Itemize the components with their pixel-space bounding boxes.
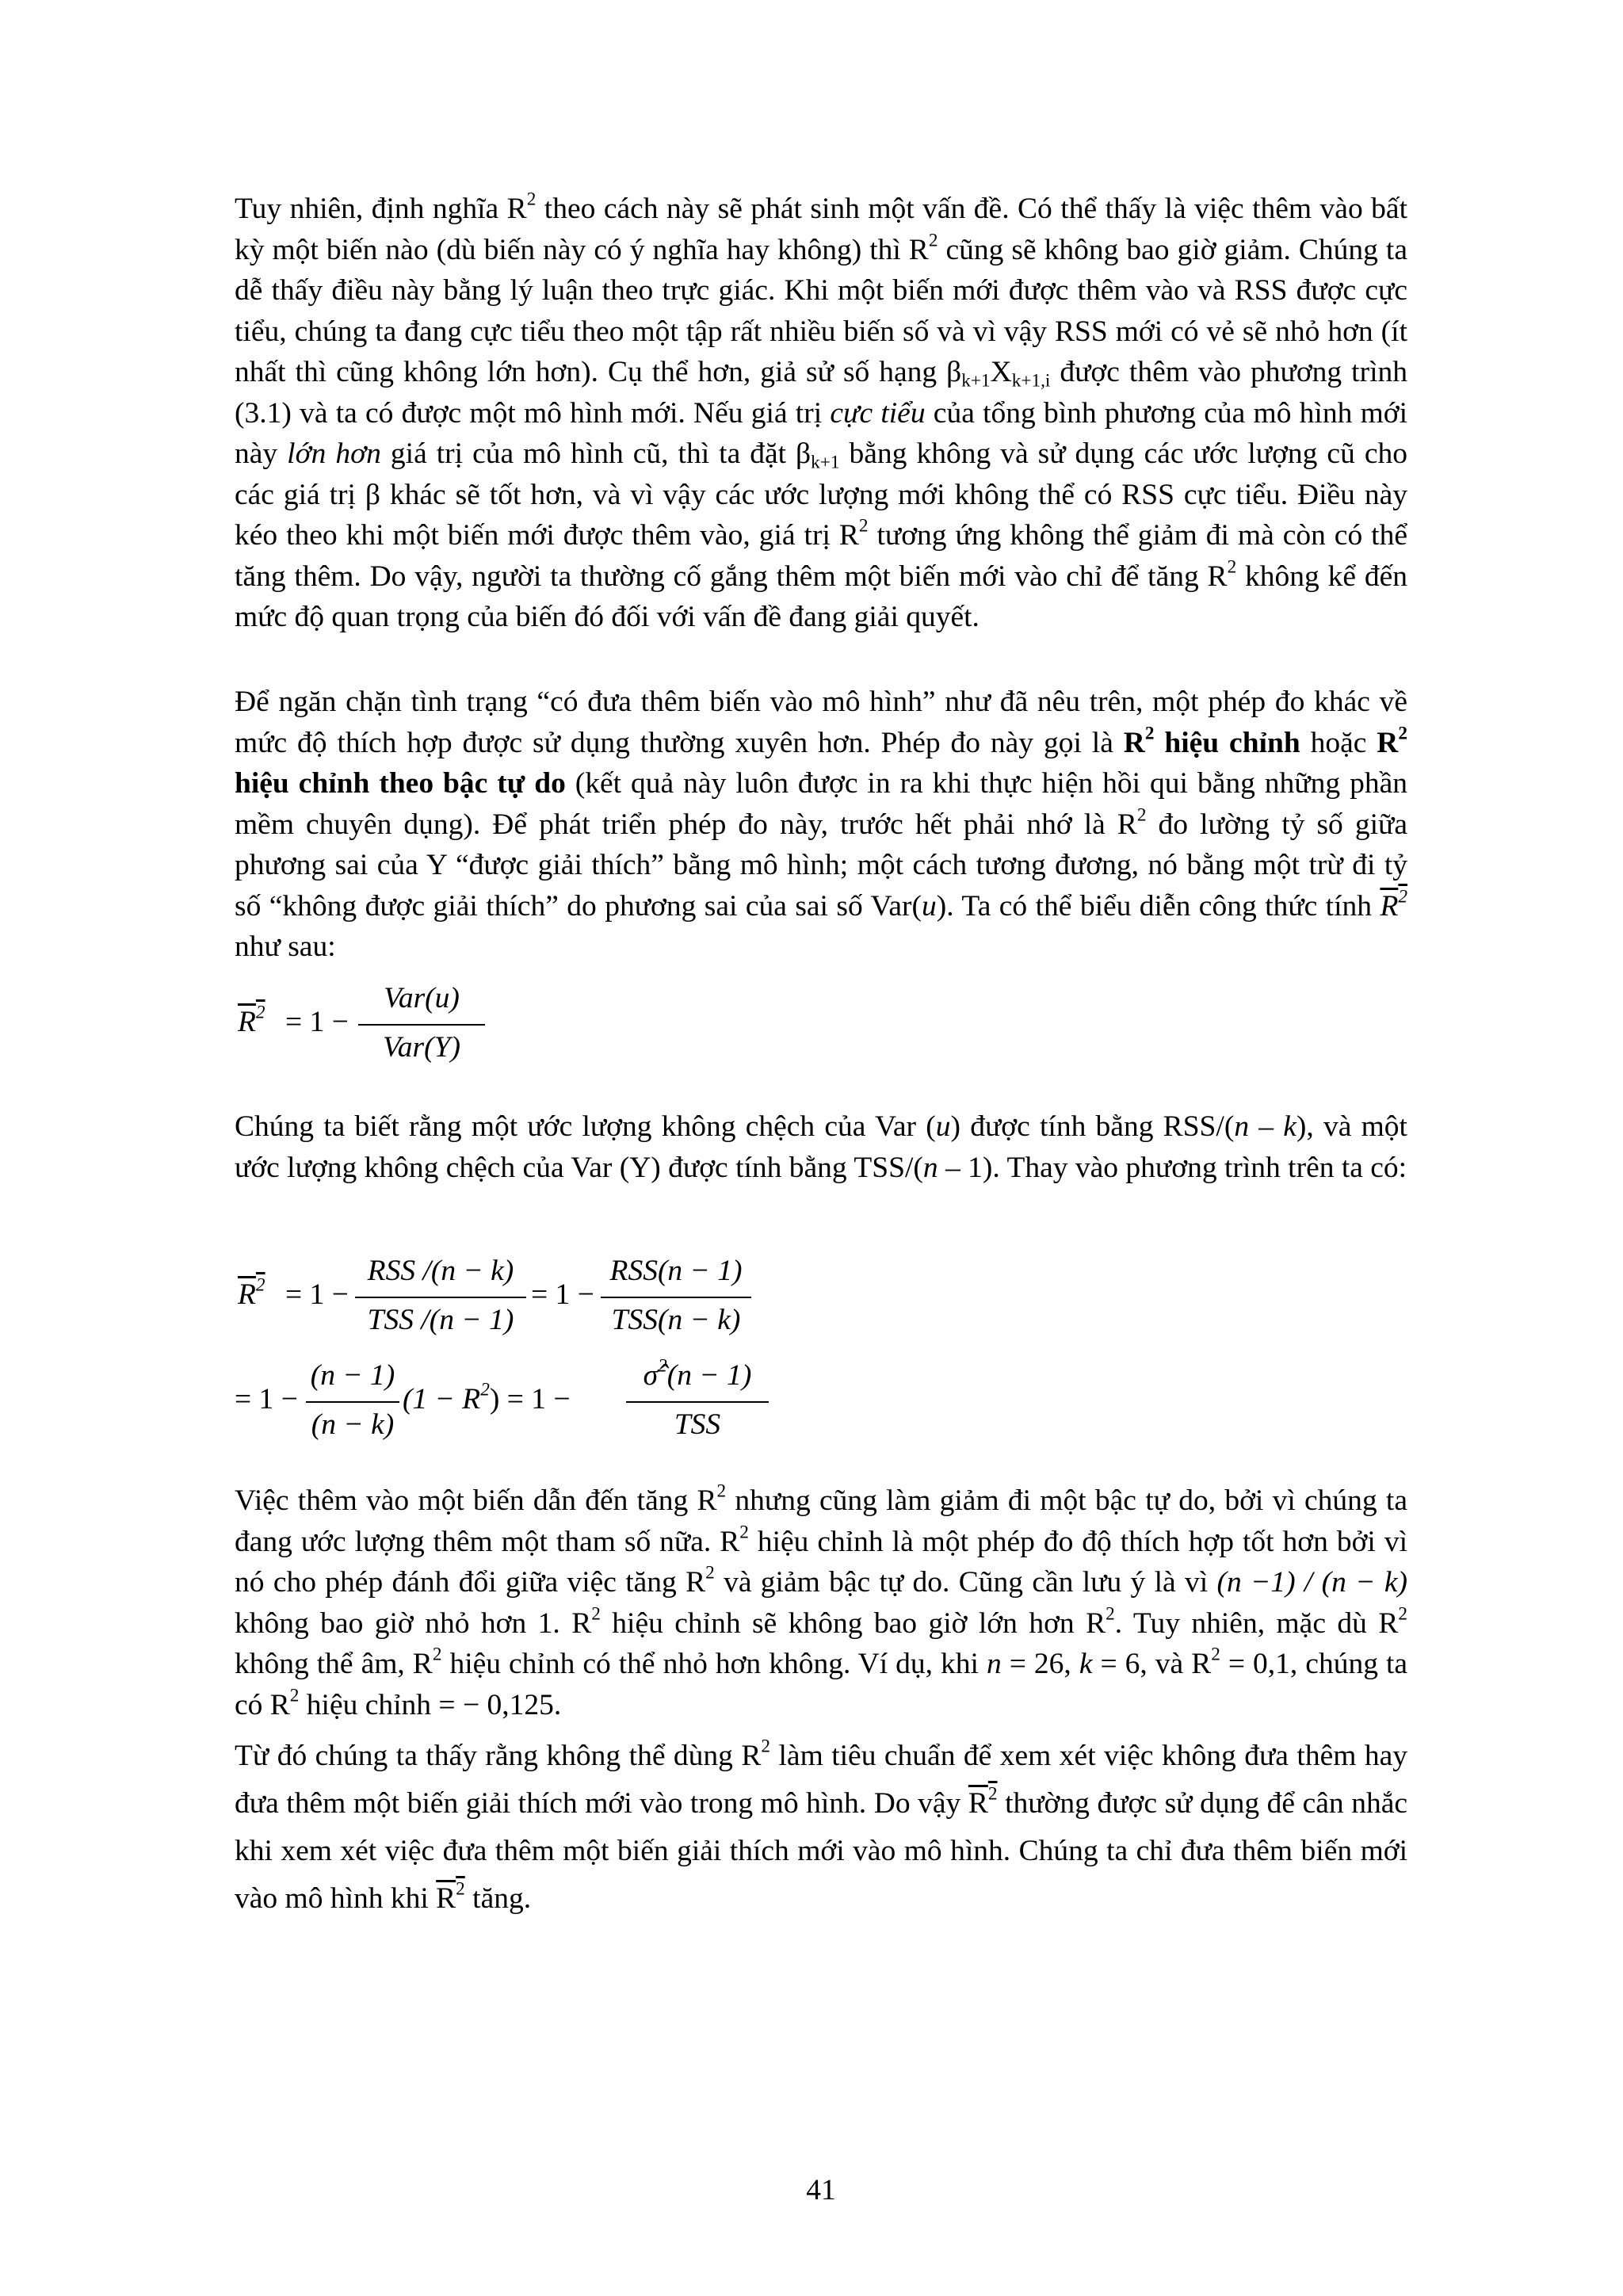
document-page	[235, 0, 1407, 2296]
r-bar-symbol: $R^2$	[436, 1878, 465, 1915]
eq1-equals: = 1 −	[285, 1006, 349, 1038]
eq2-denominator-2: TSS(n − k)	[611, 1304, 741, 1336]
equation-adjusted-r2	[235, 980, 552, 1075]
eq2-numerator-2: RSS(n − 1)	[609, 1255, 743, 1287]
eq2-denominator-1: TSS /(n − 1)	[367, 1304, 514, 1336]
paragraph-5: Từ đó chúng ta thấy rằng không thể dùng $R^2$ làm tiêu chuẩn để xem xét việc không đưa thêm hay đưa thêm một biến giải thích mới vào trong mô hình. Do vậy $R^2$ thường được sử dụng để cân nhắc khi xem xét việc đưa thêm một biến giải thích mới vào mô hình. Chúng ta chỉ đưa thêm biến mới vào mô hình khi $R^2$ tăng.	[235, 1736, 1408, 1915]
eq1-numerator: Var(u)	[384, 982, 460, 1014]
eq3-middle: $(1 - R^2) = 1$ −	[403, 1379, 571, 1415]
eq3-fraction-bar-1	[306, 1401, 399, 1403]
eq2-fraction-bar-1	[355, 1297, 526, 1298]
paragraph-4: Việc thêm vào một biến dẫn đến tăng $R^2$ nhưng cũng làm giảm đi một bậc tự do, bởi vì chúng ta đang ước lượng thêm một tham số nữa. $R^2$ hiệu chỉnh là một phép đo độ thích hợp tốt hơn bởi vì nó cho phép đánh đổi giữa việc tăng $R^2$ và giảm bậc tự do. Cũng cần lưu ý là vì (n −1) / (n − k) không bao giờ nhỏ hơn 1. $R^2$ hiệu chỉnh sẽ không bao giờ lớn hơn $R^2$. Tuy nhiên, mặc dù $R^2$ không thể âm, $R^2$ hiệu chỉnh có thể nhỏ hơn không. Ví dụ, khi n = 26, k = 6, và $R^2 = 0,1$, chúng ta có $R^2$ hiệu chỉnh = − 0,125.	[235, 1480, 1408, 1721]
paragraph-1: Tuy nhiên, định nghĩa $R^2$ theo cách này sẽ phát sinh một vấn đề. Có thể thấy là việc thêm vào bất kỳ một biến nào (dù biến này có ý nghĩa hay không) thì $R^2$ cũng sẽ không bao giờ giảm. Chúng ta dễ thấy điều này bằng lý luận theo trực giác. Khi một biến mới được thêm vào và RSS được cực tiểu, chúng ta đang cực tiểu theo một tập rất nhiều biến số và vì vậy RSS mới có vẻ sẽ nhỏ hơn (ít nhất thì cũng không lớn hơn). Cụ thể hơn, giả sử số hạng $\beta_{k+1}X_{k+1,i}$ được thêm vào phương trình (3.1) và ta có được một mô hình mới. Nếu giá trị cực tiểu của tổng bình phương của mô hình mới này lớn hơn giá trị của mô hình cũ, thì ta đặt $\beta_{k+1}$ bằng không và sử dụng các ước lượng cũ cho các giá trị β khác sẽ tốt hơn, và vì vậy các ước lượng mới không thể có RSS cực tiểu. Điều này kéo theo khi một biến mới được thêm vào, giá trị $R^2$ tương ứng không thể giảm đi mà còn có thể tăng thêm. Do vậy, người ta thường cố gắng thêm một biến mới vào chỉ để tăng $R^2$ không kể đến mức độ quan trọng của biến đó đối với vấn đề đang giải quyết.	[235, 189, 1407, 633]
eq3-denominator-2: TSS	[674, 1408, 721, 1441]
bold-term-adjusted-r2: $R^2$ hiệu chỉnh	[1123, 722, 1300, 759]
eq3-denominator-1: (n − k)	[311, 1408, 395, 1441]
eq1-lhs: $R^2$	[238, 1002, 265, 1038]
page-number: 41	[806, 2174, 836, 2206]
eq2-fraction-bar-2	[601, 1297, 751, 1298]
eq3-numerator-2: σ̂$^2$(n − 1)	[643, 1355, 752, 1392]
eq2-lhs: $R^2$	[238, 1274, 265, 1311]
eq2-numerator-1: RSS /(n − k)	[367, 1255, 514, 1287]
bold-term-adjusted-r2-dof: $R^2$ hiệu chỉnh theo bậc tự do	[235, 722, 1407, 800]
paragraph-3: Chúng ta biết rằng một ước lượng không chệch của Var (u) được tính bằng RSS/(n – k), và một ước lượng không chệch của Var (Y) được tính bằng TSS/(n – 1). Thay vào phương trình trên ta có:	[235, 1110, 1407, 1184]
eq2-equals-2: = 1 −	[531, 1278, 594, 1311]
eq3-numerator-1: (n − 1)	[310, 1359, 395, 1392]
equation-rss-tss	[235, 1249, 789, 1344]
r-bar-symbol: $R^2$	[1380, 885, 1407, 923]
eq3-equals-1: = 1 −	[235, 1383, 298, 1415]
eq1-fraction-bar	[358, 1024, 485, 1026]
r-bar-symbol: $R^2$	[968, 1783, 998, 1820]
eq1-denominator: Var(Y)	[383, 1031, 460, 1064]
equation-sigma-hat	[235, 1352, 789, 1455]
paragraph-2: Để ngăn chặn tình trạng “có đưa thêm biến vào mô hình” như đã nêu trên, một phép đo khác về mức độ thích hợp được sử dụng thường xuyên hơn. Phép đo này gọi là $R^2$ hiệu chỉnh hoặc $R^2$ hiệu chỉnh theo bậc tự do (kết quả này luôn được in ra khi thực hiện hồi qui bằng những phần mềm chuyên dụng). Để phát triển phép đo này, trước hết phải nhớ là $R^2$ đo lường tỷ số giữa phương sai của Y “được giải thích” bằng mô hình; một cách tương đương, nó bằng một trừ đi tỷ số “không được giải thích” do phương sai của sai số Var(u). Ta có thể biểu diễn công thức tính $R^2$ như sau:	[235, 686, 1407, 963]
eq2-equals-1: = 1 −	[285, 1278, 349, 1311]
eq3-fraction-bar-2	[626, 1401, 769, 1403]
